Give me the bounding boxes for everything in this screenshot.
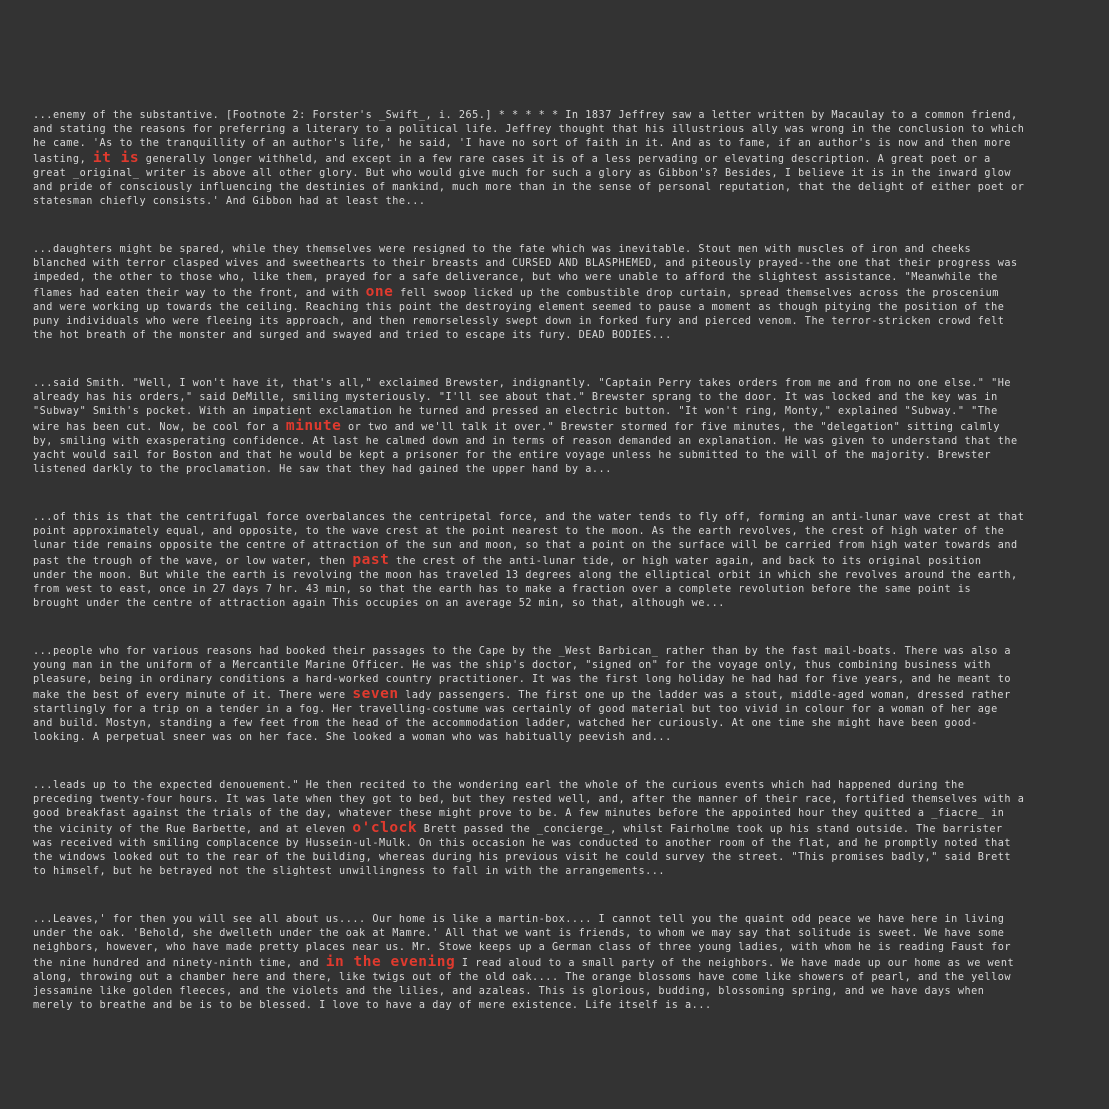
passage (33, 645, 1079, 745)
passage (33, 913, 1079, 1013)
highlighted-phrase: one (365, 284, 394, 300)
passage-text-before: ...enemy of the substantive. [Footnote 2: Forster's _Swift_, i. 265.] * * * * * In 1837 Jeffrey saw a letter written by Macaulay to a common friend, and stating the reasons for preferring a literary to a political life. Jeffrey thought that his illustrious ally was wrong in the conclusion to which he came. 'As to the tranquillity of an author's life,' he said, 'I have no sort of faith in it. And as to fame, if an author's is now and then more lasting, (33, 110, 1025, 165)
passage (33, 511, 1079, 611)
passage-text-after: fell swoop licked up the combustible drop curtain, spread themselves across the proscenium and were working up towards the ceiling. Reaching this point the destroying element seemed to pause a moment as though pitying the position of the puny individuals who were fleeing its approach, and then remorselessly swept down in forked fury and pierced venom. The terror-stricken crowd felt the hot breath of the monster and surged and swayed and tried to escape its fury. DEAD BODIES... (33, 288, 1005, 341)
passage-text-before: ...people who for various reasons had booked their passages to the Cape by the _West Barbican_ rather than by the fast mail-boats. There was also a young man in the uniform of a Mercantile Marine Officer. He was the ship's doctor, "signed on" for the voyage only, thus combining business with pleasure, being in ordinary conditions a hard-worked country practitioner. It was the first long holiday he had had for five years, and he meant to make the best of every minute of it. There were (33, 646, 1012, 701)
passage-text-after: I read aloud to a small party of the neighbors. We have made up our home as we went along, throwing out a chamber here and there, like twigs out of the old oak.... The orange blossoms have come like showers of pearl, and the yellow jessamine like golden fleeces, and the violets and the lilies, and azaleas. This is glorious, budding, blossoming spring, and we have days when merely to breathe and be is to be blessed. I love to have a day of mere existence. Life itself is a... (33, 958, 1015, 1011)
highlighted-phrase: o'clock (352, 820, 418, 836)
passage-text-before: ...daughters might be spared, while they themselves were resigned to the fate which was inevitable. Stout men with muscles of iron and cheeks blanched with terror clasped wives and sweethearts to their breasts and CURSED AND BLASPHEMED, and piteously prayed--the one that their progress was impeded, the other to those who, like them, prayed for a safe deliverance, but who were unable to afford the slightest assistance. "Meanwhile the flames had eaten their way to the front, and with (33, 244, 1018, 299)
highlighted-phrase: minute (285, 418, 342, 434)
passage-text-after: the crest of the anti-lunar tide, or high water again, and back to its original position under the moon. But while the earth is revolving the moon has traveled 13 degrees along the elliptical orbit in which she revolves around the earth, from west to east, once in 27 days 7 hr. 43 min, so that the earth has to make a fraction over a complete revolution before the same point is brought under the centre of attraction again This occupies on an average 52 min, so that, although we... (33, 556, 1018, 609)
passage-text-after: Brett passed the _concierge_, whilst Fairholme took up his stand outside. The barrister was received with smiling complacence by Hussein-ul-Mulk. On this occasion he was conducted to another room of the flat, and he promptly noted that the windows looked out to the rear of the building, whereas during his previous visit he could survey the street. "This promises badly," said Brett to himself, but he betrayed not the slightest unwillingness to fall in with the arrangements... (33, 824, 1012, 877)
highlighted-phrase: seven (352, 686, 399, 702)
passage-text-after: generally longer withheld, and except in a few rare cases it is of a less pervading or elevating description. A great poet or a great _original_ writer is above all other glory. But who would give much for such a glory as Gibbon's? Besides, I believe it is in the inward glow and pride of consciously influencing the destinies of mankind, much more than in the sense of personal reputation, that the delight of either poet or statesman chiefly consists.' And Gibbon had at least the... (33, 154, 1025, 207)
passage-text-before: ...leads up to the expected denouement." He then recited to the wondering earl the whole of the curious events which had happened during the preceding twenty-four hours. It was late when they got to bed, but they rested well, and, after the manner of their race, fortified themselves with a good breakfast against the trials of the day, whatever these might prove to be. A few minutes before the appointed hour they quitted a _fiacre_ in the vicinity of the Rue Barbette, and at eleven (33, 780, 1025, 835)
passage (33, 243, 1079, 343)
passage-text-before: ...said Smith. "Well, I won't have it, that's all," exclaimed Brewster, indignantly. "Captain Perry takes orders from me and from no one else." "He already has his orders," said DeMille, smiling mysteriously. "I'll see about that." Brewster sprang to the door. It was locked and the key was in "Subway" Smith's pocket. With an impatient exclamation he turned and pressed an electric button. "It won't ring, Monty," explained "Subway." "The wire has been cut. Now, be cool for a (33, 378, 1012, 433)
passage (33, 109, 1079, 209)
passage-text-before: ...Leaves,' for then you will see all about us.... Our home is like a martin-box.... I cannot tell you the quaint odd peace we have here in living under the oak. 'Behold, she dwelleth under the oak at Mamre.' All that we want is friends, to whom we may say that solitude is sweet. We have some neighbors, however, who have made pretty places near us. Mr. Stowe keeps up a German class of three young ladies, with whom he is reading Faust for the nine hundred and ninety-ninth time, and (33, 914, 1012, 969)
passage-text-after: lady passengers. The first one up the ladder was a stout, middle-aged woman, dressed rather startlingly for a trip on a tender in a fog. Her travelling-costume was certainly of good material but too vivid in colour for a woman of her age and build. Mostyn, standing a few feet from the head of the accommodation ladder, watched her curiously. At one time she might have been good- looking. A perpetual sneer was on her face. She looked a woman who was habitually peevish and... (33, 690, 1011, 743)
passage-text-after: or two and we'll talk it over." Brewster stormed for five minutes, the "delegation" sitting calmly by, smiling with exasperating confidence. At last he calmed down and in terms of reason demanded an explanation. He was given to understand that the yacht would sail for Boston and that he would be kept a prisoner for the entire voyage unless he submitted to the will of the majority. Brewster listened darkly to the proclamation. He saw that they had gained the upper hand by a... (33, 422, 1018, 475)
passage-text-before: ...of this is that the centrifugal force overbalances the centripetal force, and the water tends to fly off, forming an anti-lunar wave crest at that point approximately equal, and opposite, to the wave crest at the point nearest to the moon. As the earth revolves, the crest of high water of the lunar tide remains opposite the centre of attraction of the sun and moon, so that a point on the surface will be carried from high water towards and past the trough of the wave, or low water, then (33, 512, 1025, 567)
highlighted-phrase: it is (92, 150, 140, 166)
highlighted-phrase: past (352, 552, 390, 568)
passage-list (33, 109, 1079, 1047)
passage (33, 377, 1079, 477)
passage (33, 779, 1079, 879)
highlighted-phrase: in the evening (325, 954, 456, 970)
